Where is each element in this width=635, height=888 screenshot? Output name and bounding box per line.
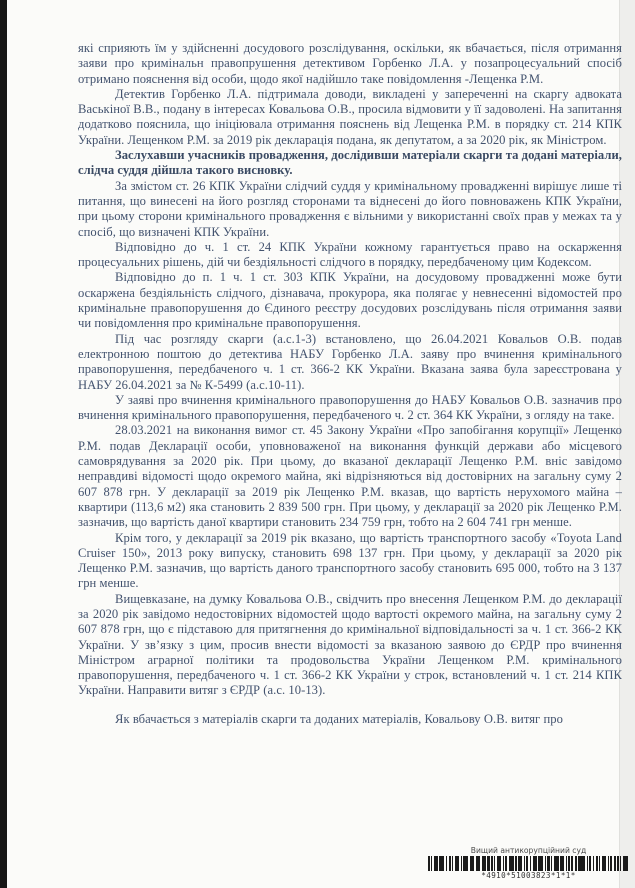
paragraph: За змістом ст. 26 КПК України слідчий суддя у кримінальному провадженні вирішує лише ті питання, що винесені на його розгляд сторонами та віднесені до його повноважень КПК України, при цьому сторони кримінального провадження є вільними у використанні своїх прав у межах та у спосіб, що визначені КПК України.	[78, 178, 622, 239]
paragraph: Відповідно до п. 1 ч. 1 ст. 303 КПК України, на досудовому провадженні може бути оскаржена бездіяльність слідчого, дізнавача, прокурора, яка полягає у невнесенні відомостей про кримінальне правопорушення до Єдиного реєстру досудових розслідувань після отримання заяви чи повідомлення про кримінальне правопорушення.	[78, 270, 622, 331]
paragraph: 28.03.2021 на виконання вимог ст. 45 Закону України «Про запобігання корупції» Лещенко Р.М. подав Декларації особи, уповноваженої на виконання функцій держави або місцевого самоврядування за 2020 рік. При цьому, до вказаної декларації Лещенко Р.М. вніс завідомо неправдиві відомості щодо окремого майна, які відрізняються від достовірних на загальну суму 2 607 878 грн. У декларації за 2019 рік Лещенко Р.М. вказав, що вартість нерухомого майна – квартири (113,6 м2) яка становить 2 839 500 грн. При цьому, у декларації за 2020 рік Лещенко Р.М. зазначив, що вартість даної квартири становить 234 759 грн, тобто на 2 604 741 грн менше.	[78, 423, 622, 530]
court-name-label: Вищий антикорупційний суд	[470, 846, 587, 855]
barcode	[428, 856, 629, 871]
scan-edge-left	[0, 0, 7, 888]
paragraph: Як вбачається з матеріалів скарги та доданих матеріалів, Ковальову О.В. витяг про	[115, 711, 563, 726]
paragraph: які сприяють їм у здійсненні досудового розслідування, оскільки, як вбачається, після отримання заяви про кримінальн правопрушення детективом Горбенко Л.А. у позапроцесуальний спосіб отримано пояснення від особи, щодо якої надійшло таке повідомлення -Лещенка Р.М.	[78, 41, 622, 86]
barcode-number: *4910*51003823*1*1*	[481, 871, 576, 880]
paragraph: Крім того, у декларації за 2019 рік вказано, що вартість транспортного засобу «Toyota Land Cruiser 150», 2013 року випуску, становить 698 137 грн. При цьому, у декларації за 2020 рік Лещенко Р.М. зазначив, що вартість даного транспортного засобу становить 695 000, тобто на 3 137 грн менше.	[78, 530, 622, 591]
paragraph: Детектив Горбенко Л.А. підтримала доводи, викладені у запереченні на скаргу адвоката Васькіної В.В., подану в інтересах Ковальова О.В., просила відмовити у її задоволені. На запитання додатково пояснила, що ініціювала отримання пояснень від Лещенка Р.М. в порядку ст. 214 КПК України. Лещенком Р.М. за 2019 рік декларація подана, як депутатом, а за 2020 рік, як Міністром.	[78, 86, 622, 147]
paragraph: Відповідно до ч. 1 ст. 24 КПК України кожному гарантується право на оскарження процесуальних рішень, дій чи бездіяльності слідчого в порядку, передбаченому цим Кодексом.	[78, 239, 622, 270]
paragraph: У заяві про вчинення кримінального правопорушення до НАБУ Ковальов О.В. зазначив про вчинення кримінального правопорушення, передбаченого ч. 2 ст. 364 КК України, з огляду на таке.	[78, 392, 622, 423]
court-registration-stamp	[428, 846, 629, 880]
paragraph: Вищевказане, на думку Ковальова О.В., свідчить про внесення Лещенком Р.М. до декларації за 2020 рік завідомо недостовірних відомостей щодо вартості окремого майна, на загальну суму 2 607 878 грн, що є підставою для притягнення до кримінальної відповідальності за ч. 1 ст. 366-2 КК України. У зв’язку з цим, просив внести відомості за вказаною заявою до ЄРДР про вчинення Міністром аграрної політики та продовольства України Лещенком Р.М. кримінального правопорушення, передбаченого ч. 1 ст. 366-2 КК України у строк, встановлений ч. 1 ст. 214 КПК України. Направити витяг з ЄРДР (а.с. 10-13).	[78, 591, 622, 698]
paragraph: Заслухавши учасників провадження, дослідивши матеріали скарги та додані матеріали, слідча суддя дійшла такого висновку.	[78, 148, 622, 178]
document-text	[78, 41, 622, 727]
paragraph: Під час розгляду скарги (а.с.1-3) встановлено, що 26.04.2021 Ковальов О.В. подав електронною поштою до детектива НАБУ Горбенко Л.А. заяву про вчинення кримінального правопорушення, передбаченого ч. 1 ст. 366-2 КК України. Вказана заява була зареєстрована у НАБУ 26.04.2021 за № К-5499 (а.с.10-11).	[78, 331, 622, 392]
